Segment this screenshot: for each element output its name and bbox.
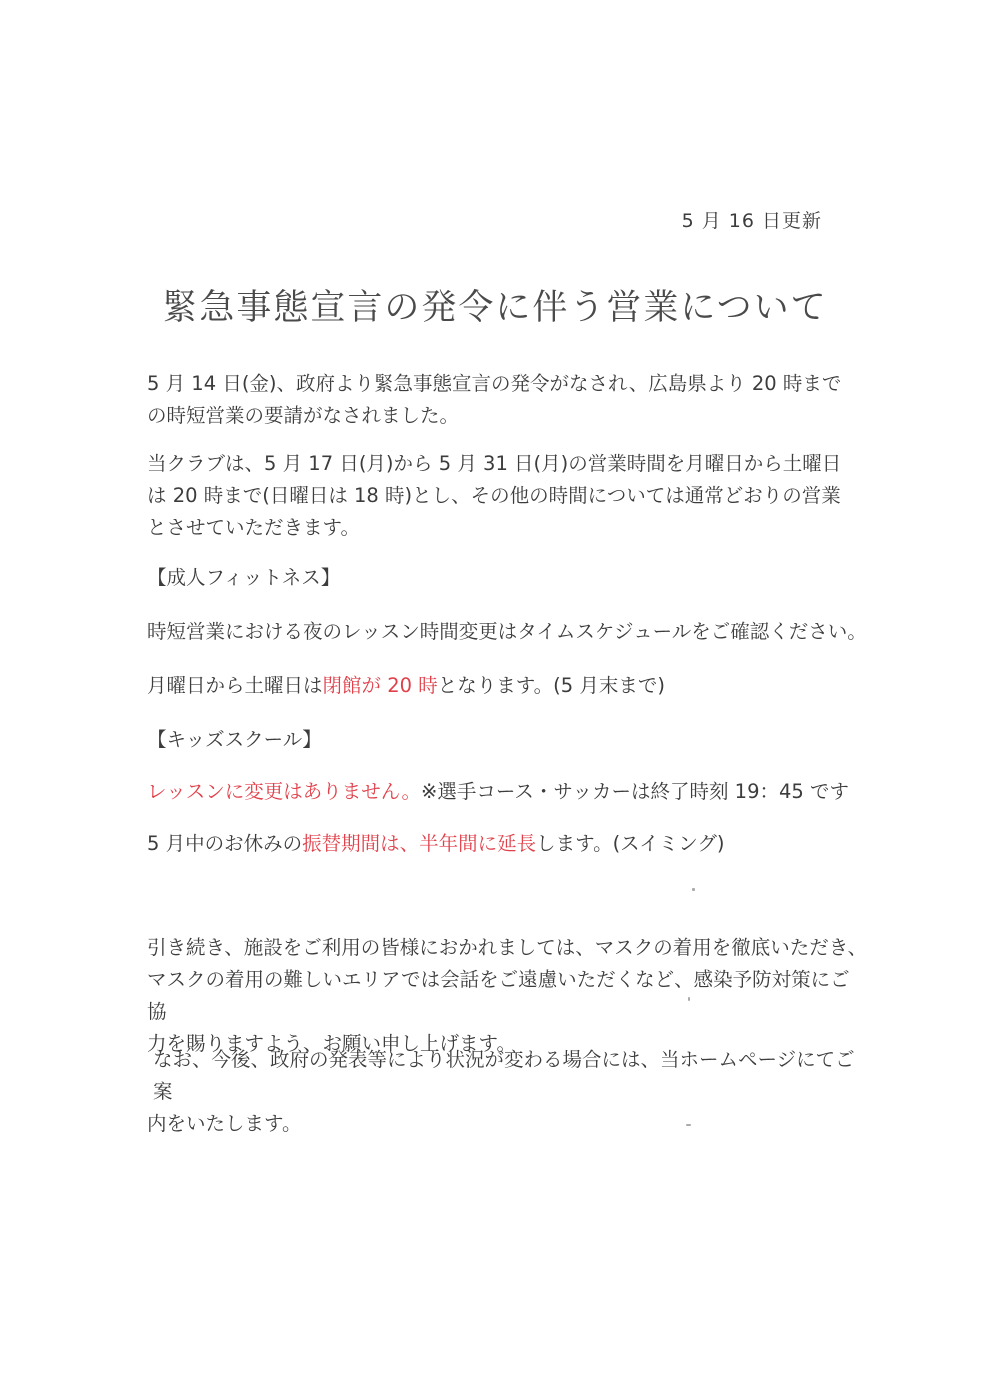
- section-heading-kids-school: 【キッズスクール】: [147, 728, 322, 751]
- makeup-extension-highlight: 振替期間は、半年間に延長: [302, 832, 537, 855]
- text-line: とさせていただきます。: [147, 516, 360, 539]
- scan-speck: [692, 888, 695, 891]
- paragraph-future-updates: [147, 1044, 867, 1140]
- text-line: なお、今後、政府の発表等により状況が変わる場合には、当ホームページにてご案: [153, 1048, 855, 1103]
- text-segment: ※選手コース・サッカーは終了時刻 19：45 です: [420, 780, 849, 803]
- text-line: の時短営業の要請がなされました。: [147, 404, 460, 427]
- paragraph-announcement: [147, 368, 867, 432]
- text-line: 当クラブは、5 月 17 日(月)から 5 月 31 日(月)の営業時間を月曜日から土曜日: [147, 452, 842, 475]
- adult-closing-note: [147, 670, 867, 702]
- text-line: 5 月 14 日(金)、政府より緊急事態宣言の発令がなされ、広島県より 20 時まで: [147, 372, 842, 395]
- adult-schedule-note: 時短営業における夜のレッスン時間変更はタイムスケジュールをご確認ください。: [147, 620, 867, 643]
- update-date: 5 月 16 日更新: [681, 210, 822, 232]
- text-segment: となります。(5 月末まで): [437, 674, 665, 697]
- text-segment: 月曜日から土曜日は: [147, 674, 323, 697]
- text-segment: します。(スイミング): [536, 832, 725, 855]
- paragraph-hours: [147, 448, 867, 544]
- section-heading-adult-fitness: 【成人フィットネス】: [147, 566, 341, 589]
- text-segment: 5 月中のお休みの: [147, 832, 303, 855]
- kids-makeup-note: [147, 828, 867, 860]
- text-line: 内をいたします。: [147, 1112, 302, 1135]
- text-line: は 20 時まで(日曜日は 18 時)とし、その他の時間については通常どおりの営業: [147, 484, 841, 507]
- paragraph-mask-request: [147, 932, 867, 1060]
- text-line: 引き続き、施設をご利用の皆様におかれましては、マスクの着用を徹底いただき、: [147, 936, 867, 959]
- scan-speck: [688, 997, 690, 1001]
- scan-speck: [686, 1124, 691, 1126]
- closing-time-highlight: 閉館が 20 時: [322, 674, 438, 697]
- page-title: 緊急事態宣言の発令に伴う営業について: [162, 288, 828, 328]
- kids-lesson-note: [147, 776, 867, 808]
- no-change-highlight: レッスンに変更はありません。: [147, 780, 421, 803]
- text-line: 力を賜りますよう、お願い申し上げます。: [147, 1032, 516, 1055]
- text-line: マスクの着用の難しいエリアでは会話をご遠慮いただくなど、感染予防対策にご協: [147, 968, 850, 1023]
